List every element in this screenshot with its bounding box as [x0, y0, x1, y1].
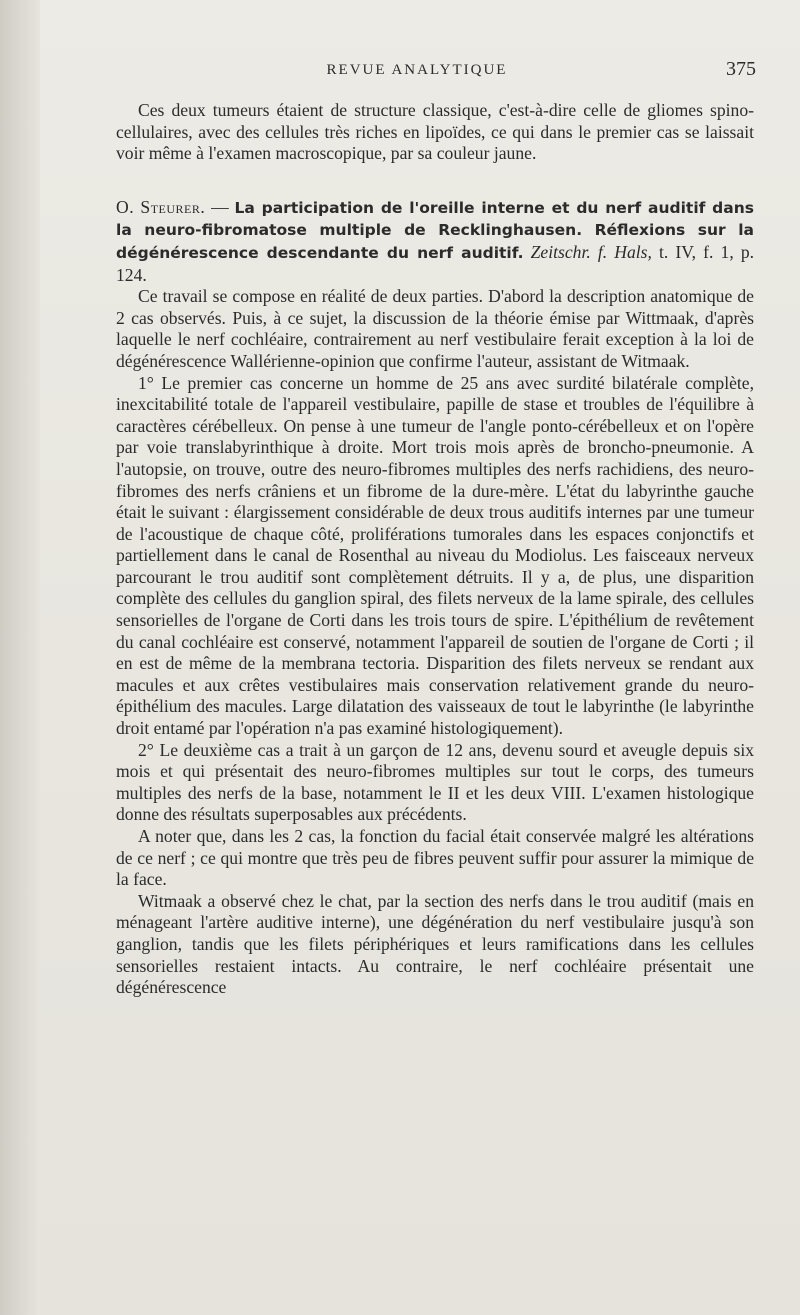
entry-author: O. Steurer.	[116, 196, 206, 217]
section-gap	[116, 165, 754, 197]
entry-citation: t. IV, f. 1, p. 124.	[116, 241, 755, 285]
body-paragraph: 1° Le premier cas concerne un homme de 25 ans avec surdité bilatérale complète, inexcitabilité totale de l'appareil vestibulaire, papille de stase et troubles de l'équilibre à caractères cérébelleux. On pense à une tumeur de l'angle ponto-cérébelleux et on l'opère par voie translabyrinthique à droite. Mort trois mois après de broncho-pneumonie. A l'autopsie, on trouve, outre des neuro-fibromes multiples des nerfs rachidiens, des neuro-fibromes des nerfs crâniens et un fibrome de la dure-mère. L'état du labyrinthe gauche était le suivant : élargissement considérable de deux trous auditifs internes par une tumeur de l'acoustique de chaque côté, proliférations tumorales dans les espaces conjonctifs et partiellement dans le canal de Rosenthal au niveau du Modiolus. Les faisceaux nerveux parcourant le trou auditif sont complètement détruits. Il y a, de plus, une disparition complète des cellules du ganglion spiral, des filets nerveux de la lame spirale, des cellules sensorielles de l'organe de Corti dans les trois tours de spire. L'épithélium de revêtement du canal cochléaire est conservé, notamment l'appareil de soutien de l'organe de Corti ; il en est de même de la membrana tectoria. Disparition des filets nerveux se rendant aux macules et aux crêtes vestibulaires mais conservation relativement grande du neuro-épithélium des macules. Large dilatation des vaisseaux de tout le labyrinthe (le labyrinthe droit entamé par l'opération n'a pas examiné histologiquement).	[116, 372, 754, 739]
body-paragraph: A noter que, dans les 2 cas, la fonction du facial était conservée malgré les altérations de ce nerf ; ce qui montre que très peu de fibres peuvent suffir pour assurer la mimique de la face.	[116, 826, 754, 890]
body-paragraph: Ce travail se compose en réalité de deux parties. D'abord la description anatomique de 2 cas observés. Puis, à ce sujet, la discussion de la théorie émise par Wittmaak, d'après laquelle le nerf cochléaire, contrairement au nerf vestibulaire ferait exception à la loi de dégénérescence Wallérienne-opinion que confirme l'auteur, assistant de Witmaak.	[116, 286, 754, 371]
page-body	[116, 100, 754, 999]
body-paragraph: Witmaak a observé chez le chat, par la section des nerfs dans le trou auditif (mais en ménageant l'artère auditive interne), une dégénération du nerf vestibulaire jusqu'à son ganglion, tandis que les filets périphériques et leurs ramifications dans les cellules sensorielles restaient intacts. Au contraire, le nerf cochléaire présentait une dégénérescence	[116, 890, 754, 998]
entry-title: La participation de l'oreille interne et du nerf auditif dans la neuro-fibromatose multiple de Recklinghausen. Réflexions sur la dégénérescence descendante du nerf auditif.	[116, 198, 755, 262]
page-gutter-shadow	[0, 0, 40, 1315]
entry-journal: Zeitschr. f. Hals,	[530, 241, 652, 262]
bibliographic-entry	[116, 197, 754, 286]
entry-dash: —	[205, 196, 235, 217]
running-title: REVUE ANALYTIQUE	[326, 62, 508, 78]
page-number: 375	[726, 58, 756, 80]
intro-paragraph: Ces deux tumeurs étaient de structure classique, c'est-à-dire celle de gliomes spino-cellulaires, avec des cellules très riches en lipoïdes, ce qui dans le premier cas se laissait voir même à l'examen macroscopique, par sa couleur jaune.	[116, 100, 754, 164]
body-paragraph: 2° Le deuxième cas a trait à un garçon de 12 ans, devenu sourd et aveugle depuis six mois et qui présentait des neuro-fibromes multiples sur tout le corps, des tumeurs multiples des nerfs de la base, notamment le II et les deux VIII. L'examen histologique donne des résultats superposables aux précédents.	[116, 739, 754, 825]
page-header	[118, 58, 756, 86]
